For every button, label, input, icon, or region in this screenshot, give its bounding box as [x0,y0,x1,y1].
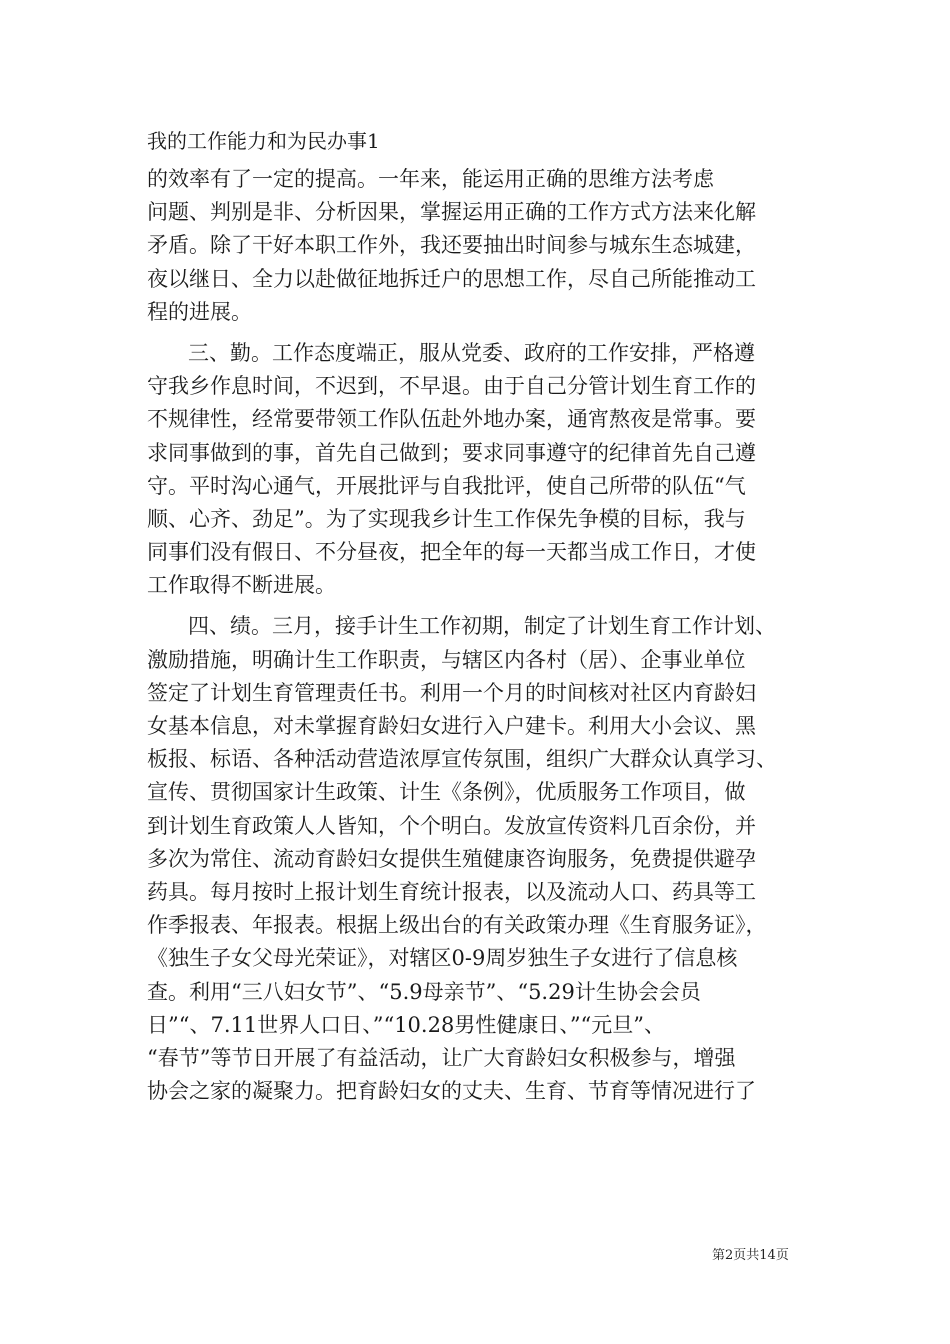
document-body [147,163,817,1108]
paragraph-gap [147,329,817,337]
body-line: 板报、标语、各种活动营造浓厚宣传氛围，组织广大群众认真学习、 [147,747,777,772]
body-line: 顺、心齐、劲足”。为了实现我乡计生工作保先争模的目标，我与 [147,506,746,531]
page-indicator: 第2页共14页 [712,1248,789,1263]
body-line: “春节”等节日开展了有益活动，让广大育龄妇女积极参与，增强 [147,1045,736,1070]
body-line: 矛盾。除了干好本职工作外，我还要抽出时间参与城东生态城建， [147,233,756,258]
body-line: 守我乡作息时间，不迟到，不早退。由于自己分管计划生育工作的 [147,374,756,399]
body-line: 女基本信息，对未掌握育龄妇女进行入户建卡。利用大小会议、黑 [147,714,756,738]
body-line: 求同事做到的事，首先自己做到；要求同事遵守的纪律首先自己遵 [147,440,756,465]
body-line: 多次为常住、流动育龄妇女提供生殖健康咨询服务，免费提供避孕 [147,846,756,871]
body-line: 守。平时沟心通气，开展批评与自我批评，使自己所带的队伍“气 [147,473,746,498]
body-line: 激励措施，明确计生工作职责，与辖区内各村（居）、企事业单位 [147,647,746,672]
paragraph-start-line: 四、绩。三月，接手计生工作初期，制定了计划生育工作计划、 [188,614,776,639]
body-line: 药具。每月按时上报计划生育统计报表，以及流动人口、药具等工 [147,879,756,904]
body-line: 作季报表、年报表。根据上级出台的有关政策办理《生育服务证》， [147,913,767,938]
body-line: 签定了计划生育管理责任书。利用一个月的时间核对社区内育龄妇 [147,680,756,705]
body-line: 宣传、贯彻国家计生政策、计生《条例》，优质服务工作项目，做 [147,780,746,805]
body-line: 不规律性，经常要带领工作队伍赴外地办案，通宵熬夜是常事。要 [147,407,756,432]
body-line: 的效率有了一定的提高。一年来，能运用正确的思维方法考虑 [147,167,714,191]
body-line: 同事们没有假日、不分昼夜，把全年的每一天都当成工作日，才使 [147,540,756,565]
body-line: 协会之家的凝聚力。把育龄妇女的丈夫、生育、节育等情况进行了 [147,1079,756,1104]
body-line: 问题、判别是非、分析因果，掌握运用正确的工作方式方法来化解 [147,200,756,225]
body-line: 查。利用“三八妇女节”、“5.9母亲节”、“5.29计生协会会员 [147,979,701,1004]
body-line: 工作取得不断进展。 [147,573,336,598]
body-line: 《独生子女父母光荣证》，对辖区0-9周岁独生子女进行了信息核 [147,946,738,971]
body-line: 夜以继日、全力以赴做征地拆迁户的思想工作，尽自己所能推动工 [147,266,756,291]
body-line: 程的进展。 [147,299,252,324]
body-line: 日”“、7.11世界人口日、”“10.28男性健康日、”“元旦”、 [147,1012,666,1037]
document-heading: 我的工作能力和为民办事1 [147,129,380,153]
body-line: 到计划生育政策人人皆知，个个明白。发放宣传资料几百余份，并 [147,813,756,838]
paragraph-start-line: 三、勤。工作态度端正，服从党委、政府的工作安排，严格遵 [188,340,755,365]
paragraph-gap [147,602,817,610]
